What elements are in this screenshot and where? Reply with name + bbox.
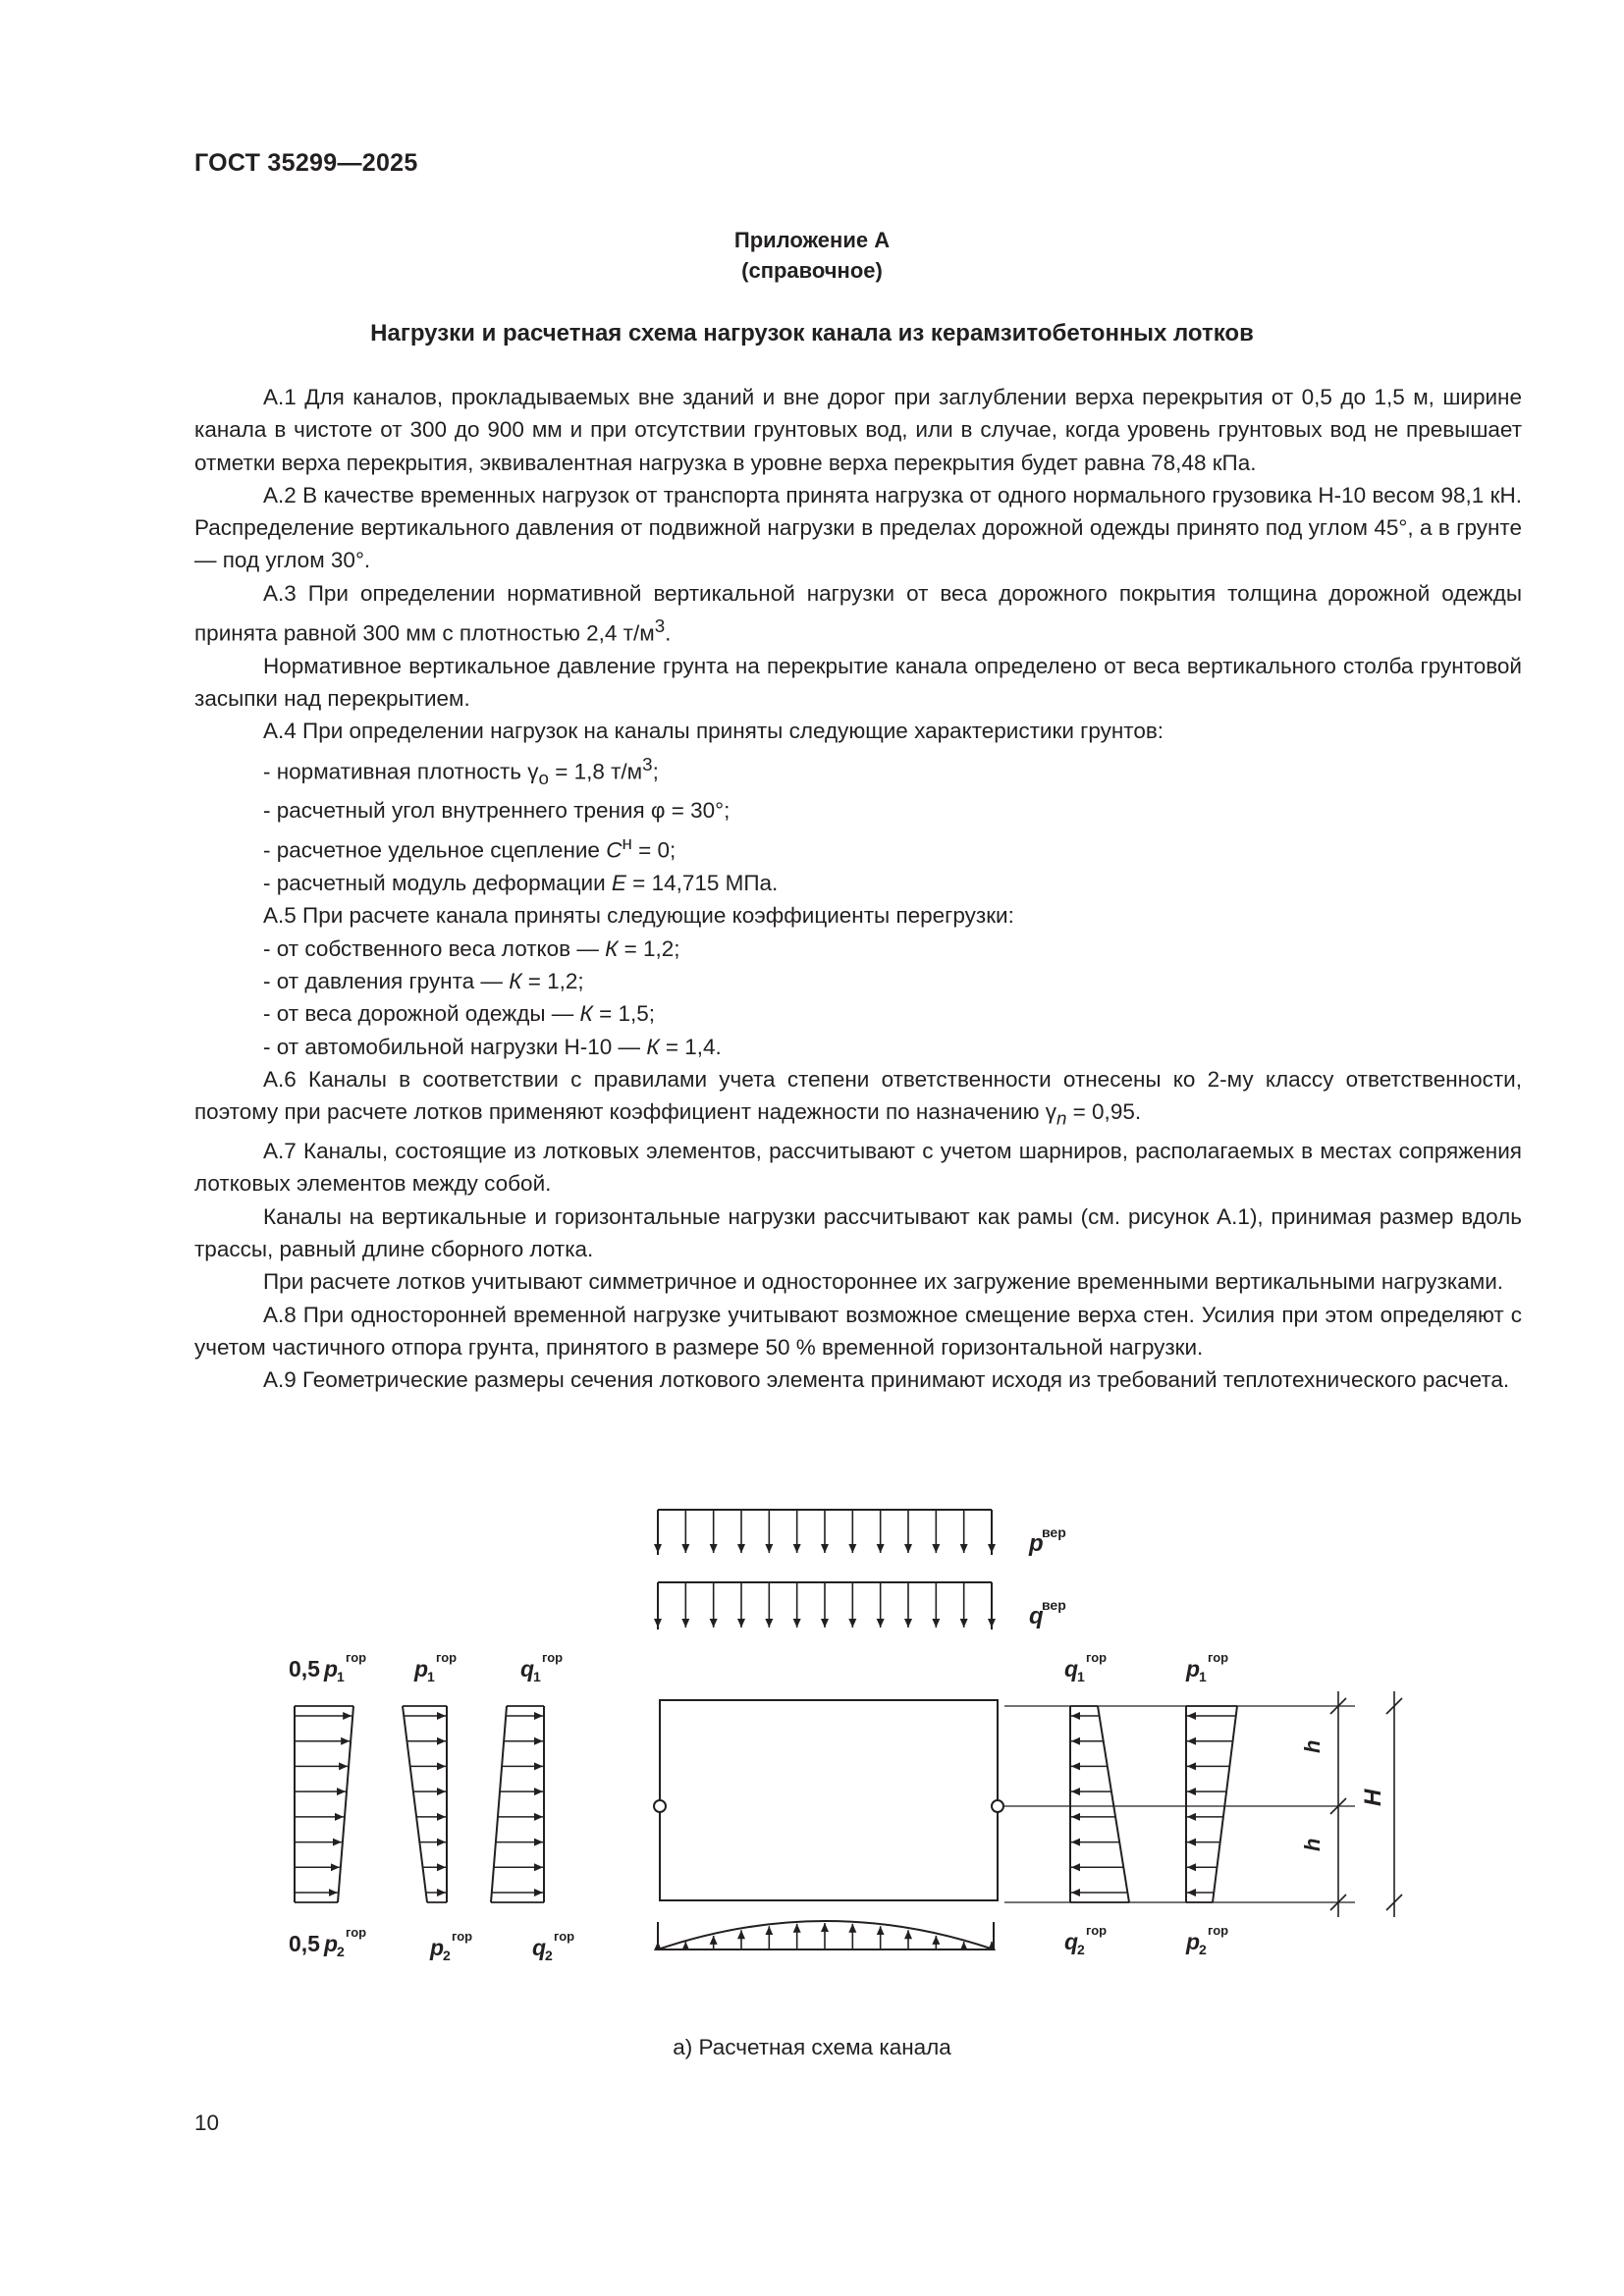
page-number: 10 [194,2110,220,2135]
a5-item4-end: = 1,4. [659,1034,722,1059]
a4-item3-sup: н [622,832,632,854]
left-load-diagrams [289,1650,574,1963]
appendix-title: Приложение А [733,228,891,252]
paragraph-symmetric: При расчете лотков учитывают симметричное и одностороннее их загружение временными вертикальными нагрузками. [263,1269,1504,1295]
figure-caption: а) Расчетная схема канала [673,2035,951,2059]
p1-label-left: р [414,1656,429,1682]
q2-sup-left: гор [554,1929,575,1944]
paragraph-a6 [194,1063,1522,1135]
a4-item3-pre: - расчетное удельное сцепление [263,837,607,863]
p-ver-sup: вер [1042,1524,1066,1540]
p2-sub-left-half: 2 [337,1944,345,1959]
p2-label-left-half: р [324,1931,339,1956]
p1-sup-left: гор [436,1650,458,1665]
a4-item1-sup: 3 [642,753,653,774]
a6-text: А.6 Каналы в соответствии с правилами учета степени ответственности отнесены ко 2-му классу ответственности, поэтому при расчете лотков применяют коэффициент надежности по назначению γ [194,1066,1522,1125]
p-ver-load [658,1510,1066,1557]
a4-item1-pre: - нормативная плотность γ [263,759,539,784]
paragraph-a9: А.9 Геометрические размеры сечения лоткового элемента принимают исходя из требований теплотехнического расчета. [263,1367,1510,1393]
q2-label-right: q [1064,1929,1079,1954]
channel-frame [654,1700,1003,1900]
p2-label-right: р [1186,1929,1201,1954]
a5-item4-pre: - от автомобильной нагрузки Н-10 — [263,1034,647,1059]
a4-item-cohesion [194,827,1522,867]
a5-item3-pre: - от веса дорожной одежды — [263,1001,580,1027]
p2-sup-left-half: гор [346,1925,367,1940]
paragraph-frames: Каналы на вертикальные и горизонтальные нагрузки рассчитывают как рамы (см. рисунок А.1), принимая размер вдоль трассы, равный длине сборного лотка. [194,1203,1522,1261]
q-ver-load [658,1582,1066,1629]
paragraph-a2: А.2 В качестве временных нагрузок от транспорта принята нагрузка от одного нормального грузовика Н-10 весом 98,1 кН. Распределение вертикального давления от подвижной нагрузки в пределах дорожной одежды принято под углом 45°, а в грунте — под углом 30°. [194,482,1522,573]
a5-item-self-weight [194,933,1522,965]
coef-half-bottom: 0,5 [289,1931,320,1956]
q2-sup-right: гор [1086,1923,1108,1938]
a4-item3-end: = 0; [631,837,677,863]
a5-item3-var: К [579,1001,593,1027]
a3-end: . [665,620,672,646]
a4-item-density [194,748,1522,794]
dim-h-bottom: h [1300,1838,1325,1851]
body-text [194,381,1522,1396]
a5-item1-end: = 1,2; [618,935,680,961]
a5-item1-pre: - от собственного веса лотков — [263,935,606,961]
p2-label-left: р [430,1935,445,1960]
paragraph-a8: А.8 При односторонней временной нагрузке учитывают возможное смещение верха стен. Усилия при этом определяют с учетом частичного отпора грунта, принятого в размере 50 % временной горизонтальной нагрузки. [194,1302,1522,1360]
a3-sup: 3 [654,615,666,637]
p1-label-left-half: р [324,1656,339,1682]
a4-item1-end: ; [652,759,659,784]
a5-item1-var: К [605,935,619,961]
p1-sup-left-half: гор [346,1650,367,1665]
dim-h-top: h [1300,1739,1325,1753]
right-load-diagrams [1004,1650,1355,1957]
a4-item3-var: С [606,837,623,863]
a4-item1-sub: о [538,767,549,788]
bottom-reaction [658,1921,994,1949]
q-ver-sup: вер [1042,1597,1066,1613]
paragraph-a3 [194,577,1522,650]
paragraph-soil-pressure: Нормативное вертикальное давление грунта на перекрытие канала определено от веса вертикального столба грунтовой засыпки над перекрытием. [194,653,1522,712]
p1-label-right: р [1186,1656,1201,1682]
p2-sub-left: 2 [443,1948,451,1963]
p2-sup-left: гор [452,1929,473,1944]
a5-item-vehicle [194,1031,1522,1063]
a5-item2-var: К [509,969,522,994]
q1-label-right: q [1064,1656,1079,1682]
q2-sub-left: 2 [545,1948,553,1963]
a5-item-pavement [194,997,1522,1030]
p1-sub-left: 1 [427,1669,435,1684]
q2-sub-right: 2 [1077,1942,1085,1957]
a4-item4-var: Е [611,871,626,896]
left-hinge [654,1800,666,1812]
q1-sup-right: гор [1086,1650,1108,1665]
q1-sub-right: 1 [1077,1669,1085,1684]
channel-design-scheme [275,1480,1434,1971]
paragraph-a1: А.1 Для каналов, прокладываемых вне зданий и вне дорог при заглублении верха перекрытия от 0,5 до 1,5 м, ширине канала в чистоте от 300 до 900 мм и при отсутствии грунтовых вод, или в случае, когда уровень грунтовых вод не превышает отметки верха перекрытия, эквивалентная нагрузка в уровне верха перекрытия будет равна 78,48 кПа. [194,385,1522,475]
paragraph-a4: А.4 При определении нагрузок на каналы приняты следующие характеристики грунтов: [263,719,1164,744]
a5-item2-end: = 1,2; [521,969,584,994]
p-ver-label: р [1029,1530,1044,1557]
a4-item4-end: = 14,715 МПа. [625,871,779,896]
coef-half-top: 0,5 [289,1656,320,1682]
p2-sup-right: гор [1208,1923,1229,1938]
a5-item2-pre: - от давления грунта — [263,969,510,994]
q1-sup-left: гор [542,1650,564,1665]
p1-sub-right: 1 [1199,1669,1207,1684]
a4-item-modulus [194,867,1522,899]
dim-H: H [1360,1789,1386,1806]
a5-item-soil [194,965,1522,997]
a5-item4-var: К [646,1034,660,1059]
q1-label-left: q [520,1656,535,1682]
q-ver-label: q [1029,1603,1044,1629]
p1-sub-left-half: 1 [337,1669,345,1684]
a6-end: = 0,95. [1066,1099,1142,1125]
a4-item1-mid: = 1,8 т/м [548,759,643,784]
a4-item-friction: - расчетный угол внутреннего трения φ = 30°; [263,798,731,824]
p1-sup-right: гор [1208,1650,1229,1665]
scheme-svg [275,1480,1434,1971]
paragraph-a7: А.7 Каналы, состоящие из лотковых элементов, рассчитывают с учетом шарниров, располагаемых в местах сопряжения лотковых элементов между собой. [194,1139,1522,1197]
a3-text: А.3 При определении нормативной вертикальной нагрузки от веса дорожного покрытия толщина дорожной одежды принята равной 300 мм с плотностью 2,4 т/м [194,580,1522,646]
a5-item3-end: = 1,5; [592,1001,655,1027]
p2-sub-right: 2 [1199,1942,1207,1957]
standard-code: ГОСТ 35299—2025 [194,149,418,177]
a4-item4-pre: - расчетный модуль деформации [263,871,612,896]
appendix-kind: (справочное) [741,258,883,283]
right-hinge [992,1800,1003,1812]
paragraph-a5: А.5 При расчете канала приняты следующие коэффициенты перегрузки: [263,903,1014,929]
q2-label-left: q [532,1935,547,1960]
q1-sub-left: 1 [533,1669,541,1684]
a6-sub: n [1056,1107,1067,1129]
section-title: Нагрузки и расчетная схема нагрузок канала из керамзитобетонных лотков [370,320,1254,347]
